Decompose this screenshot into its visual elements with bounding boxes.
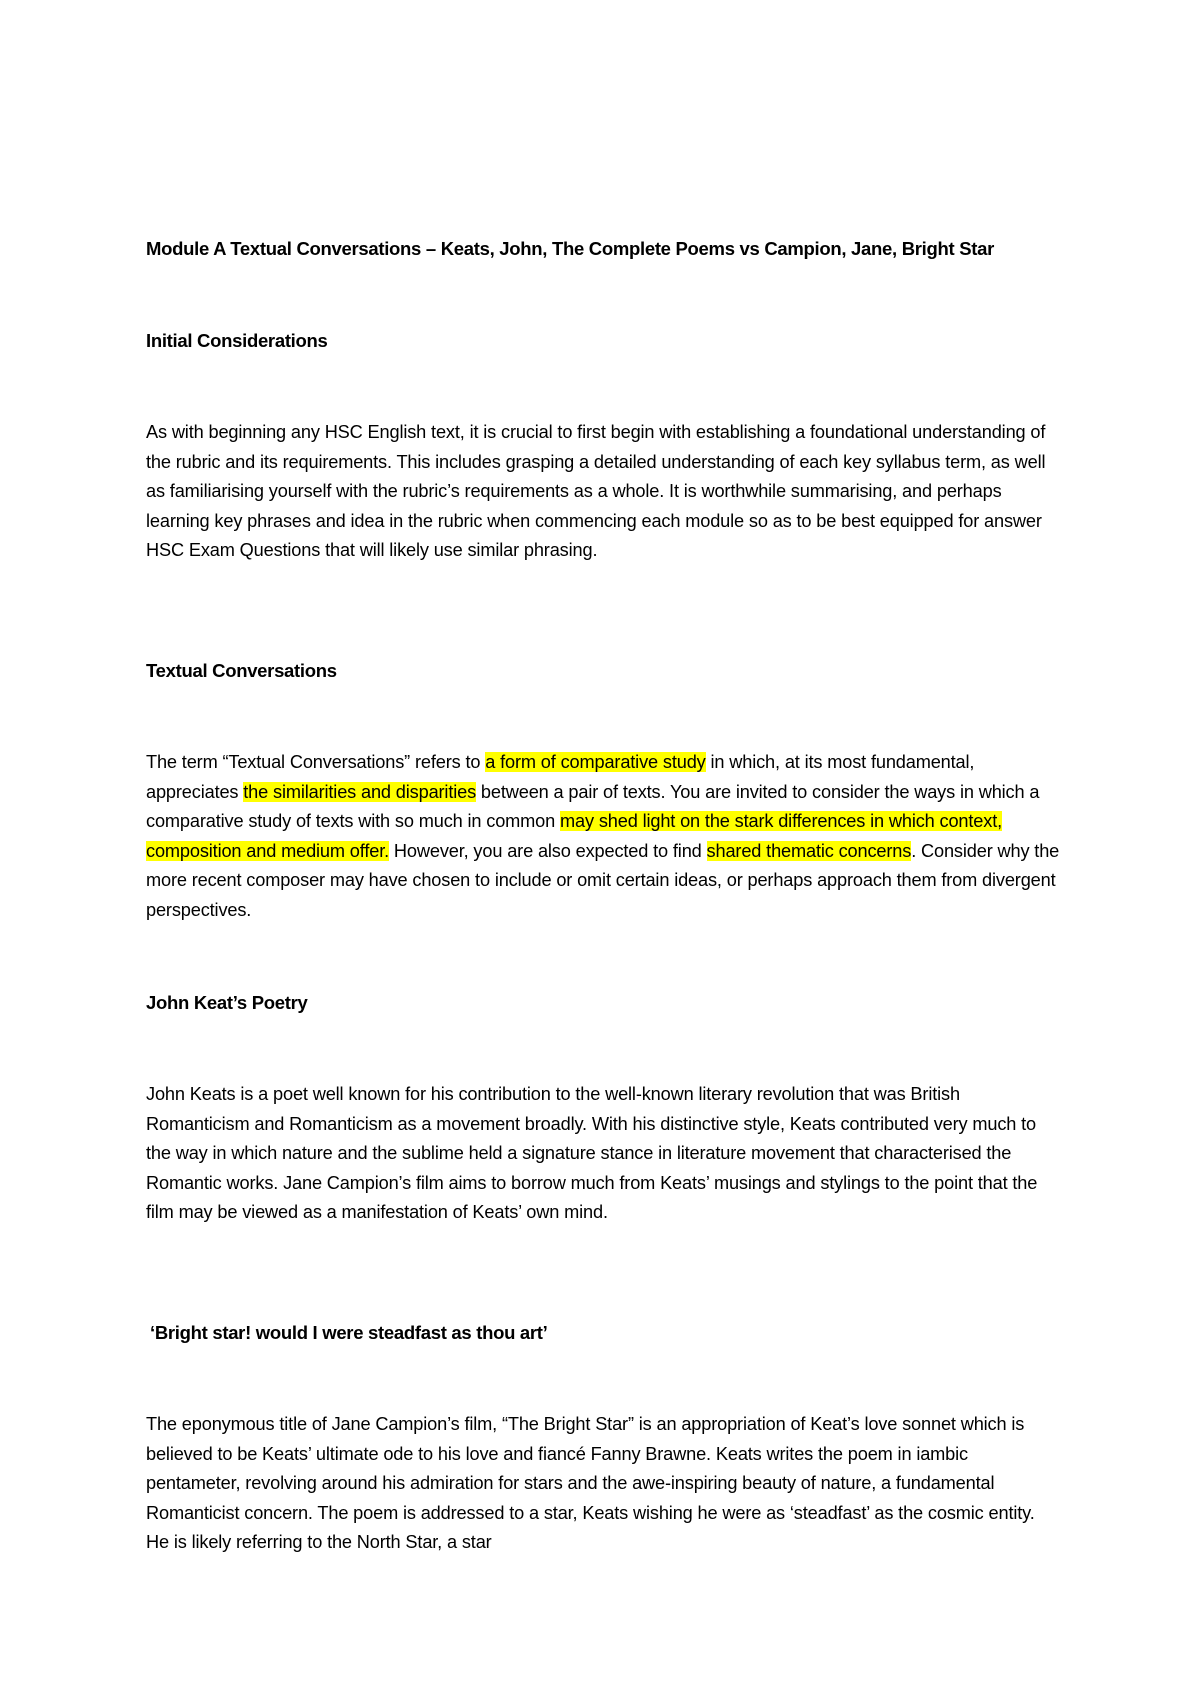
text-segment: However, you are also expected to find bbox=[389, 840, 707, 861]
text-segment: The term “Textual Conversations” refers to bbox=[146, 752, 486, 772]
document-title: Module A Textual Conversations – Keats, John, The Complete Poems vs Campion, Jane, Bright Star bbox=[146, 238, 994, 259]
highlight-similarities: the similarities and disparities bbox=[243, 781, 477, 802]
paragraph-keats-poetry: John Keats is a poet well known for his contribution to the well-known literary revolution that was British Romanticism and Romanticism as a movement broadly. With his distinctive style, Keats contributed very much to the way in which nature and the sublime held a signature stance in literature movement that characterised the Romantic works. Jane Campion’s film aims to borrow much from Keats’ musings and stylings to the point that the film may be viewed as a manifestation of Keats’ own mind. bbox=[146, 1084, 1038, 1222]
highlight-shared-thematic: shared thematic concerns bbox=[706, 840, 912, 861]
paragraph-textual-conversations bbox=[146, 748, 1061, 925]
highlight-comparative-study: a form of comparative study bbox=[485, 752, 706, 772]
heading-textual-conversations: Textual Conversations bbox=[146, 660, 337, 681]
text-segment: . Consider why the more recent composer may have chosen to include or omit certain ideas, or perhaps approach them from divergent perspectives. bbox=[146, 840, 1060, 920]
paragraph-initial-considerations: As with beginning any HSC English text, it is crucial to first begin with establishing a foundational understanding of the rubric and its requirements. This includes grasping a detailed understanding of each key syllabus term, as well as familiarising yourself with the rubric’s requirements as a whole. It is worthwhile summarising, and perhaps learning key phrases and idea in the rubric when commencing each module so as to be best equipped for answer HSC Exam Questions that will likely use similar phrasing. bbox=[146, 422, 1046, 560]
paragraph-bright-star: The eponymous title of Jane Campion’s film, “The Bright Star” is an appropriation of Keat’s love sonnet which is believed to be Keats’ ultimate ode to his love and fiancé Fanny Brawne. Keats writes the poem in iambic pentameter, revolving around his admiration for stars and the awe-inspiring beauty of nature, a fundamental Romanticist concern. The poem is addressed to a star, Keats wishing he were as ‘steadfast’ as the cosmic entity. He is likely referring to the North Star, a star bbox=[146, 1414, 1035, 1552]
heading-keats-poetry: John Keat’s Poetry bbox=[146, 992, 308, 1013]
heading-initial-considerations: Initial Considerations bbox=[146, 330, 328, 351]
text-segment: in which, at its most fundamental, appreciates bbox=[146, 752, 975, 802]
highlight-stark-differences: may shed light on the stark differences in which context, composition and medium offer. bbox=[146, 811, 1003, 861]
heading-bright-star-quote: ‘Bright star! would I were steadfast as thou art’ bbox=[150, 1322, 548, 1343]
text-segment: between a pair of texts. You are invited to consider the ways in which a comparative study of texts with so much in common bbox=[146, 781, 1040, 831]
